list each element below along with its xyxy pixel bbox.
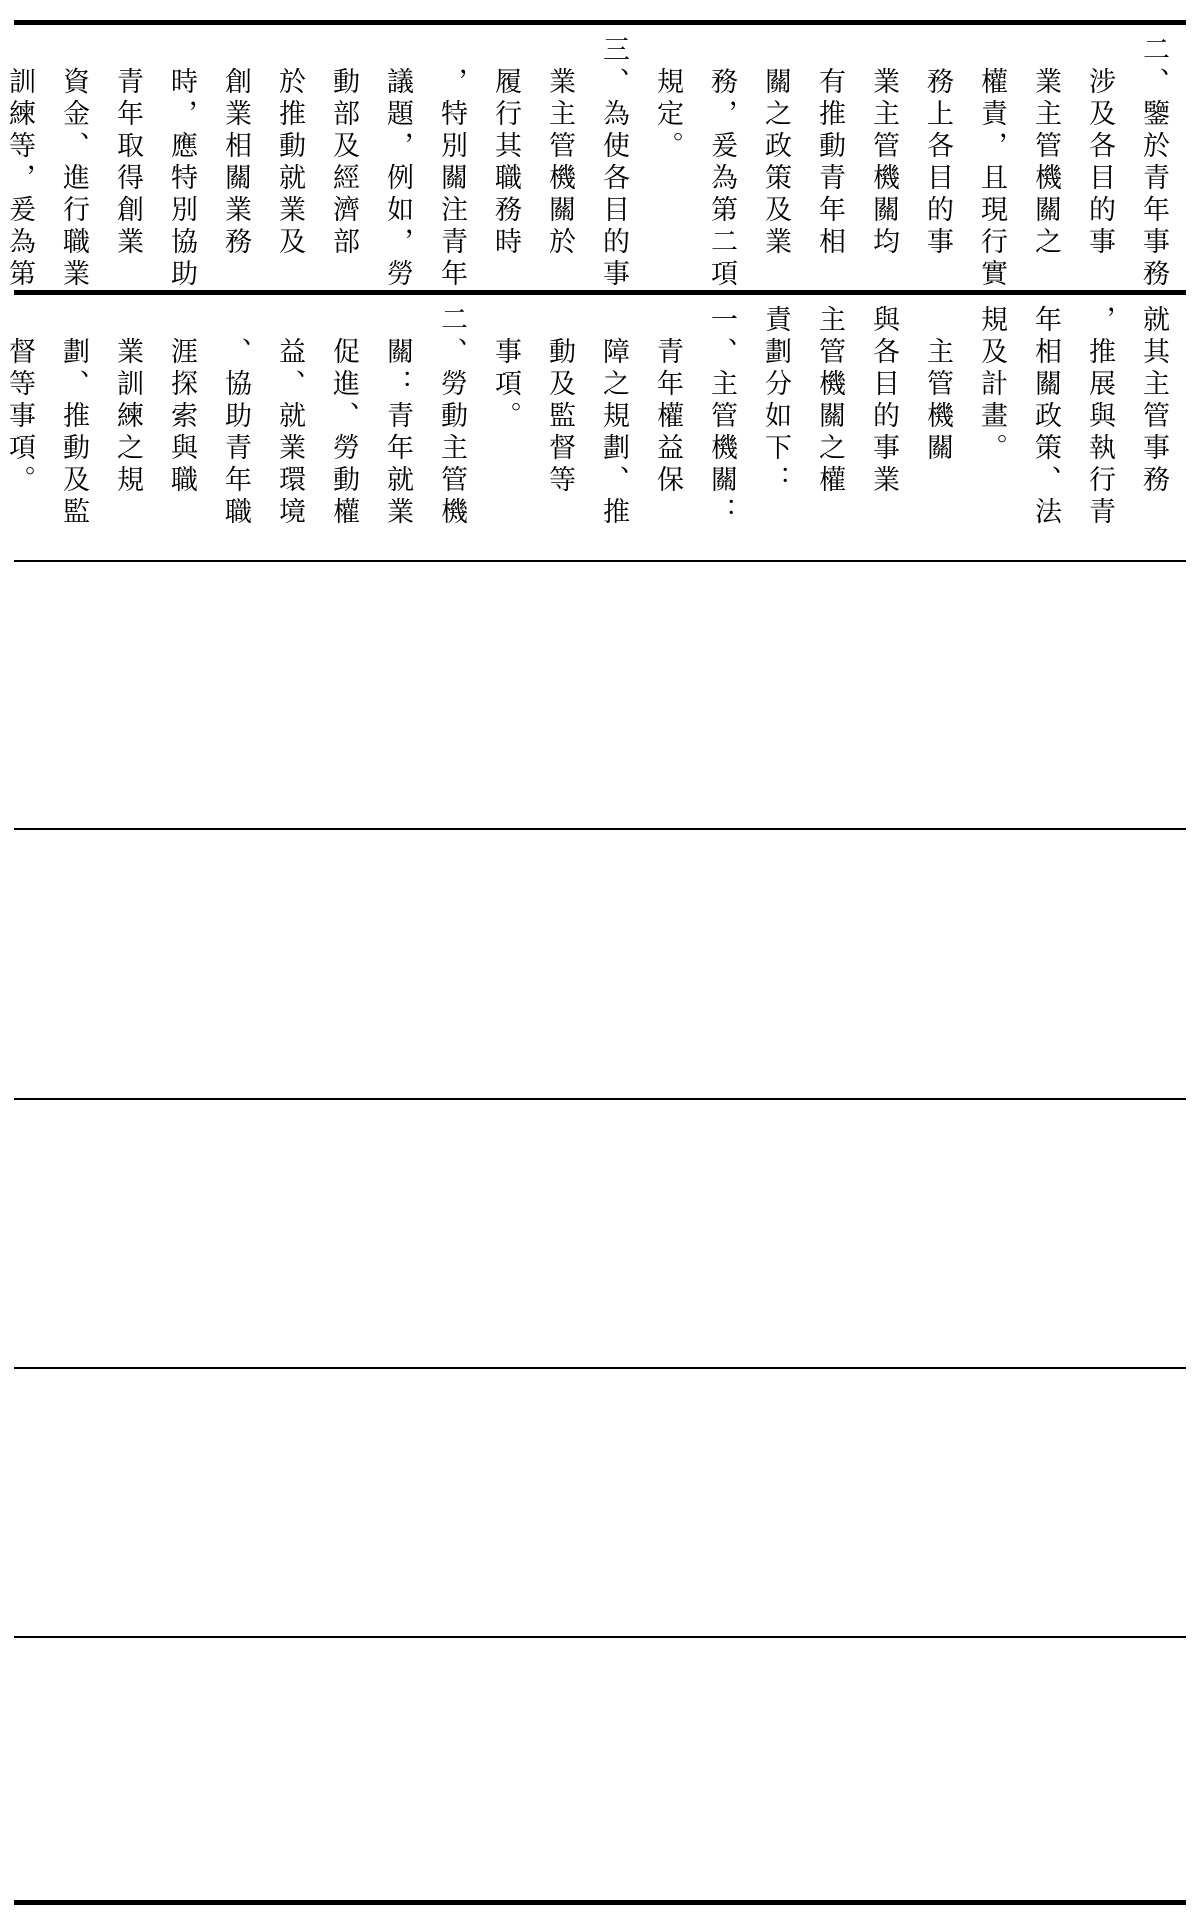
text-column: 動部及經濟部 <box>328 35 359 259</box>
text-column: 業主管機關之 <box>1030 35 1061 259</box>
text-column: 規及計畫。 <box>976 305 1007 465</box>
text-column: 關：青年就業 <box>382 305 413 529</box>
text-column: 障之規劃、推 <box>598 305 629 529</box>
text-column: 青年取得創業 <box>112 35 143 259</box>
text-column: 、協助青年職 <box>220 305 251 529</box>
explanation-section <box>4 25 1186 291</box>
text-column: 訓練等，爰為第 <box>4 35 35 291</box>
text-column: 時，應特別協助 <box>166 35 197 291</box>
text-column: ，特別關注青年 <box>436 35 467 291</box>
article-section <box>4 295 1186 560</box>
empty-row <box>14 1369 1186 1636</box>
text-column: 責劃分如下： <box>760 305 791 497</box>
text-column: 創業相關業務 <box>220 35 251 259</box>
text-column: 履行其職務時 <box>490 35 521 259</box>
text-column: 涉及各目的事 <box>1084 35 1115 259</box>
text-column: 劃、推動及監 <box>58 305 89 529</box>
article-columns <box>0 305 1178 570</box>
text-column: 務，爰為第二項 <box>706 35 737 291</box>
text-column: 事項。 <box>490 305 521 433</box>
text-column: 主管機關之權 <box>814 305 845 497</box>
text-column: 業訓練之規 <box>112 305 143 497</box>
empty-row <box>14 830 1186 1098</box>
text-column: 務上各目的事 <box>922 35 953 259</box>
text-column: 動及監督等 <box>544 305 575 497</box>
empty-row <box>14 1100 1186 1367</box>
empty-row <box>14 562 1186 828</box>
text-column: 權責，且現行實 <box>976 35 1007 291</box>
text-column: 於推動就業及 <box>274 35 305 259</box>
bottom-rule <box>14 1900 1186 1905</box>
text-column: 益、就業環境 <box>274 305 305 529</box>
text-column: 三、為使各目的事 <box>598 35 629 291</box>
text-column: 業主管機關均 <box>868 35 899 259</box>
text-column: 關之政策及業 <box>760 35 791 259</box>
text-column: 資金、進行職業 <box>58 35 89 291</box>
text-column: 業主管機關於 <box>544 35 575 259</box>
text-column: 一、主管機關： <box>706 305 737 529</box>
text-column: 規定。 <box>652 35 683 163</box>
text-column: 主管機關 <box>922 305 953 465</box>
text-column: 二、鑒於青年事務 <box>1138 35 1169 291</box>
text-column: 就其主管事務 <box>1138 305 1169 497</box>
text-column: 涯探索與職 <box>166 305 197 497</box>
text-column: 與各目的事業 <box>868 305 899 497</box>
explanation-columns <box>0 35 1178 300</box>
text-column: ，推展與執行青 <box>1084 305 1115 529</box>
text-column: 促進、勞動權 <box>328 305 359 529</box>
text-column: 督等事項。 <box>4 305 35 497</box>
text-column: 二、勞動主管機 <box>436 305 467 529</box>
text-column: 年相關政策、法 <box>1030 305 1061 529</box>
text-column: 議題，例如，勞 <box>382 35 413 291</box>
text-column: 有推動青年相 <box>814 35 845 259</box>
empty-row <box>14 1638 1186 1900</box>
text-column: 青年權益保 <box>652 305 683 497</box>
